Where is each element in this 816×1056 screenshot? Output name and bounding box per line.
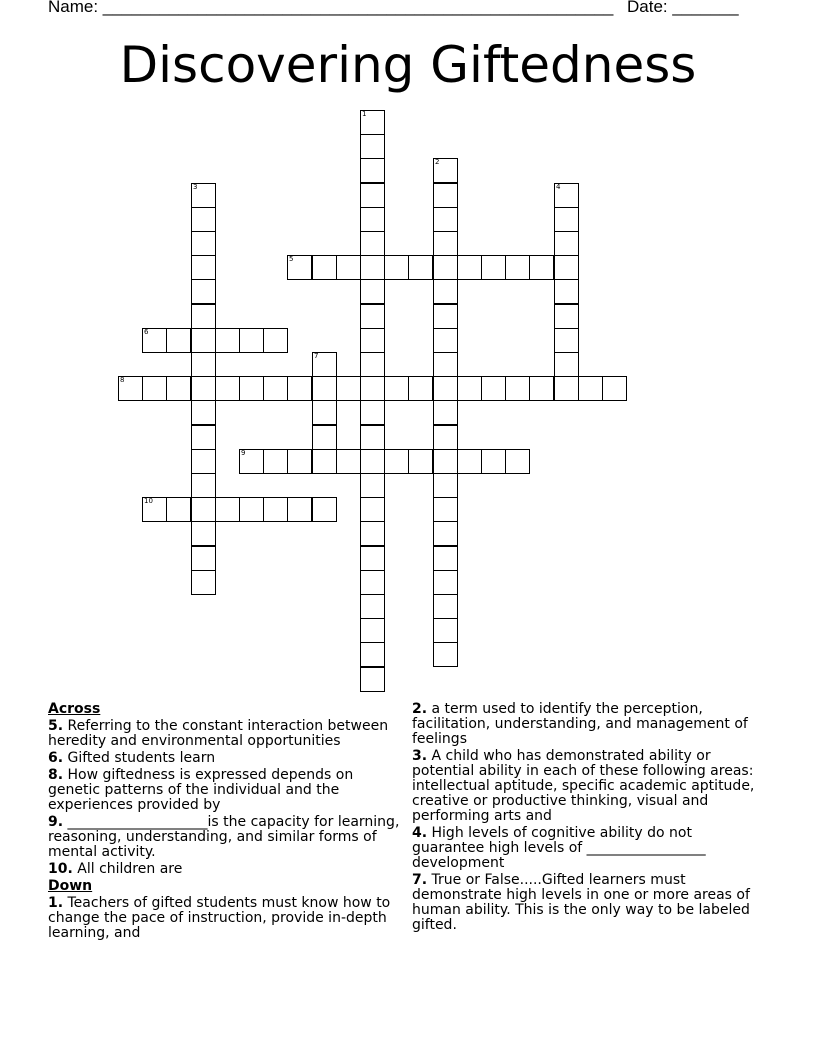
crossword-cell[interactable] bbox=[433, 158, 458, 183]
crossword-cell[interactable] bbox=[554, 304, 579, 329]
crossword-cell[interactable] bbox=[360, 425, 385, 450]
crossword-cell[interactable] bbox=[360, 400, 385, 425]
crossword-cell[interactable] bbox=[433, 376, 458, 401]
crossword-cell[interactable] bbox=[360, 110, 385, 135]
crossword-cell[interactable] bbox=[433, 473, 458, 498]
crossword-cell[interactable] bbox=[239, 497, 264, 522]
crossword-cell[interactable] bbox=[360, 279, 385, 304]
crossword-cell[interactable] bbox=[215, 376, 240, 401]
crossword-cell[interactable] bbox=[360, 618, 385, 643]
clue-number: 2 bbox=[435, 158, 440, 166]
clue-item bbox=[48, 815, 404, 860]
clue-text: Teachers of gifted students must know how to change the pace of instruction, provide in-depth learning, and bbox=[48, 895, 391, 941]
crossword-cell[interactable] bbox=[360, 473, 385, 498]
crossword-cell[interactable] bbox=[408, 255, 433, 280]
crossword-cell[interactable] bbox=[312, 400, 337, 425]
crossword-cell[interactable] bbox=[191, 352, 216, 377]
crossword-cell[interactable] bbox=[239, 328, 264, 353]
clue-text: Referring to the constant interaction between heredity and environmental opportunities bbox=[48, 718, 389, 749]
crossword-cell[interactable] bbox=[287, 376, 312, 401]
clue-number-label: 3. bbox=[412, 748, 428, 764]
crossword-cell[interactable] bbox=[554, 231, 579, 256]
crossword-cell[interactable] bbox=[360, 642, 385, 667]
crossword-cell[interactable] bbox=[312, 449, 337, 474]
crossword-cell[interactable] bbox=[433, 352, 458, 377]
crossword-cell[interactable] bbox=[360, 158, 385, 183]
crossword-cell[interactable] bbox=[433, 328, 458, 353]
clue-number: 1 bbox=[362, 110, 367, 118]
crossword-cell[interactable] bbox=[433, 642, 458, 667]
clue-number: 8 bbox=[120, 376, 125, 384]
crossword-cell[interactable] bbox=[336, 449, 361, 474]
crossword-cell[interactable] bbox=[360, 255, 385, 280]
clue-item bbox=[48, 751, 404, 766]
clue-item bbox=[412, 702, 768, 747]
crossword-cell[interactable] bbox=[312, 255, 337, 280]
clue-item bbox=[412, 873, 768, 933]
crossword-cell[interactable] bbox=[263, 449, 288, 474]
clue-text: Gifted students learn bbox=[63, 750, 216, 766]
clue-number-label: 4. bbox=[412, 825, 428, 841]
crossword-cell[interactable] bbox=[312, 425, 337, 450]
clue-number-label: 1. bbox=[48, 895, 64, 911]
clue-text: All children are bbox=[72, 861, 183, 877]
crossword-cell[interactable] bbox=[554, 255, 579, 280]
crossword-cell[interactable] bbox=[360, 521, 385, 546]
clue-text: A child who has demonstrated ability or potential ability in each of these following areas: intellectual aptitude, specific academic aptitude, creative or productive thinking, visual and performing arts and bbox=[412, 748, 755, 824]
crossword-cell[interactable] bbox=[433, 594, 458, 619]
crossword-cell[interactable] bbox=[336, 376, 361, 401]
crossword-cell[interactable] bbox=[360, 376, 385, 401]
crossword-cell[interactable] bbox=[433, 521, 458, 546]
clue-item bbox=[48, 896, 404, 941]
crossword-cell[interactable] bbox=[433, 183, 458, 208]
clue-number: 7 bbox=[314, 352, 319, 360]
clue-text: How giftedness is expressed depends on genetic patterns of the individual and the experiences provided by bbox=[48, 767, 354, 813]
name-field[interactable]: Name: ______________________________________________________ bbox=[48, 0, 614, 16]
clue-number-label: 10. bbox=[48, 861, 73, 877]
crossword-cell[interactable] bbox=[191, 328, 216, 353]
crossword-cell[interactable] bbox=[336, 255, 361, 280]
crossword-cell[interactable] bbox=[191, 425, 216, 450]
crossword-cell[interactable] bbox=[433, 207, 458, 232]
crossword-cell[interactable] bbox=[191, 521, 216, 546]
crossword-cell[interactable] bbox=[554, 207, 579, 232]
clue-number-label: 9. bbox=[48, 814, 64, 830]
crossword-cell[interactable] bbox=[408, 376, 433, 401]
crossword-cell[interactable] bbox=[554, 376, 579, 401]
page-title: Discovering Giftedness bbox=[119, 36, 697, 94]
crossword-cell[interactable] bbox=[384, 376, 409, 401]
crossword-cell[interactable] bbox=[287, 449, 312, 474]
crossword-cell[interactable] bbox=[166, 376, 191, 401]
crossword-cell[interactable] bbox=[360, 594, 385, 619]
crossword-cell[interactable] bbox=[191, 497, 216, 522]
crossword-cell[interactable] bbox=[360, 183, 385, 208]
crossword-cell[interactable] bbox=[360, 570, 385, 595]
clue-number: 10 bbox=[144, 497, 153, 505]
crossword-cell[interactable] bbox=[142, 497, 167, 522]
crossword-cell[interactable] bbox=[360, 449, 385, 474]
clue-number-label: 7. bbox=[412, 872, 428, 888]
crossword-cell[interactable] bbox=[433, 497, 458, 522]
crossword-cell[interactable] bbox=[118, 376, 143, 401]
crossword-cell[interactable] bbox=[263, 376, 288, 401]
crossword-cell[interactable] bbox=[505, 255, 530, 280]
crossword-cell[interactable] bbox=[457, 376, 482, 401]
crossword-cell[interactable] bbox=[263, 497, 288, 522]
crossword-cell[interactable] bbox=[360, 134, 385, 159]
crossword-cell[interactable] bbox=[191, 183, 216, 208]
across-heading: Across bbox=[48, 701, 101, 717]
crossword-cell[interactable] bbox=[360, 328, 385, 353]
crossword-cell[interactable] bbox=[433, 425, 458, 450]
crossword-cell[interactable] bbox=[408, 449, 433, 474]
crossword-cell[interactable] bbox=[433, 304, 458, 329]
crossword-cell[interactable] bbox=[166, 328, 191, 353]
down-heading: Down bbox=[48, 878, 93, 894]
clues-right-column bbox=[412, 702, 768, 935]
crossword-cell[interactable] bbox=[191, 255, 216, 280]
crossword-cell[interactable] bbox=[384, 449, 409, 474]
clue-number: 6 bbox=[144, 328, 149, 336]
crossword-cell[interactable] bbox=[360, 352, 385, 377]
crossword-cell[interactable] bbox=[554, 328, 579, 353]
crossword-cell[interactable] bbox=[191, 473, 216, 498]
crossword-cell[interactable] bbox=[263, 328, 288, 353]
date-field[interactable]: Date: _______ bbox=[627, 0, 739, 16]
crossword-cell[interactable] bbox=[142, 376, 167, 401]
clue-text: ____________________is the capacity for learning, reasoning, understanding, and similar forms of mental activity. bbox=[48, 814, 400, 860]
crossword-cell[interactable] bbox=[191, 570, 216, 595]
clue-number: 9 bbox=[241, 449, 246, 457]
crossword-cell[interactable] bbox=[142, 328, 167, 353]
crossword-cell[interactable] bbox=[384, 255, 409, 280]
clues-left-column bbox=[48, 702, 404, 943]
crossword-cell[interactable] bbox=[554, 279, 579, 304]
crossword-cell[interactable] bbox=[481, 449, 506, 474]
crossword-cell[interactable] bbox=[312, 352, 337, 377]
crossword-cell[interactable] bbox=[360, 667, 385, 692]
clue-number-label: 6. bbox=[48, 750, 64, 766]
crossword-cell[interactable] bbox=[312, 376, 337, 401]
crossword-cell[interactable] bbox=[360, 546, 385, 571]
crossword-cell[interactable] bbox=[191, 231, 216, 256]
crossword-cell[interactable] bbox=[433, 546, 458, 571]
crossword-cell[interactable] bbox=[433, 255, 458, 280]
crossword-cell[interactable] bbox=[457, 449, 482, 474]
crossword-cell[interactable] bbox=[457, 255, 482, 280]
crossword-cell[interactable] bbox=[239, 376, 264, 401]
crossword-cell[interactable] bbox=[433, 400, 458, 425]
clue-text: True or False.....Gifted learners must demonstrate high levels in one or more areas of human ability. This is the only way to be labeled gifted. bbox=[412, 872, 750, 933]
crossword-cell[interactable] bbox=[239, 449, 264, 474]
crossword-cell[interactable] bbox=[505, 376, 530, 401]
crossword-cell[interactable] bbox=[554, 352, 579, 377]
clue-item bbox=[48, 719, 404, 749]
clue-text: High levels of cognitive ability do not guarantee high levels of _________________ development bbox=[412, 825, 706, 871]
crossword-cell[interactable] bbox=[481, 376, 506, 401]
crossword-cell[interactable] bbox=[602, 376, 627, 401]
clue-text: a term used to identify the perception, facilitation, understanding, and management of feelings bbox=[412, 701, 748, 747]
crossword-cell[interactable] bbox=[312, 497, 337, 522]
crossword-cell[interactable] bbox=[578, 376, 603, 401]
crossword-cell[interactable] bbox=[433, 449, 458, 474]
crossword-cell[interactable] bbox=[191, 400, 216, 425]
crossword-cell[interactable] bbox=[433, 570, 458, 595]
clue-number: 5 bbox=[289, 255, 294, 263]
crossword-cell[interactable] bbox=[433, 279, 458, 304]
crossword-cell[interactable] bbox=[191, 279, 216, 304]
clue-number-label: 8. bbox=[48, 767, 64, 783]
clue-item bbox=[412, 749, 768, 824]
crossword-cell[interactable] bbox=[505, 449, 530, 474]
crossword-cell[interactable] bbox=[481, 255, 506, 280]
crossword-cell[interactable] bbox=[433, 231, 458, 256]
crossword-cell[interactable] bbox=[215, 328, 240, 353]
crossword-cell[interactable] bbox=[529, 376, 554, 401]
clue-item bbox=[412, 826, 768, 871]
crossword-cell[interactable] bbox=[191, 546, 216, 571]
clue-number-label: 2. bbox=[412, 701, 428, 717]
crossword-cell[interactable] bbox=[287, 497, 312, 522]
crossword-cell[interactable] bbox=[191, 207, 216, 232]
down-clue-list bbox=[48, 896, 404, 941]
crossword-cell[interactable] bbox=[166, 497, 191, 522]
crossword-cell[interactable] bbox=[360, 231, 385, 256]
clue-number: 4 bbox=[556, 183, 561, 191]
crossword-cell[interactable] bbox=[191, 449, 216, 474]
clue-item bbox=[48, 768, 404, 813]
down-clue-list-continued bbox=[412, 702, 768, 933]
crossword-cell[interactable] bbox=[360, 304, 385, 329]
crossword-cell[interactable] bbox=[360, 497, 385, 522]
crossword-cell[interactable] bbox=[287, 255, 312, 280]
crossword-cell[interactable] bbox=[554, 183, 579, 208]
clue-number-label: 5. bbox=[48, 718, 64, 734]
crossword-cell[interactable] bbox=[433, 618, 458, 643]
crossword-cell[interactable] bbox=[191, 376, 216, 401]
clue-number: 3 bbox=[193, 183, 198, 191]
crossword-cell[interactable] bbox=[191, 304, 216, 329]
crossword-cell[interactable] bbox=[215, 497, 240, 522]
crossword-cell[interactable] bbox=[360, 207, 385, 232]
clue-item bbox=[48, 862, 404, 877]
crossword-cell[interactable] bbox=[529, 255, 554, 280]
across-clue-list bbox=[48, 719, 404, 877]
